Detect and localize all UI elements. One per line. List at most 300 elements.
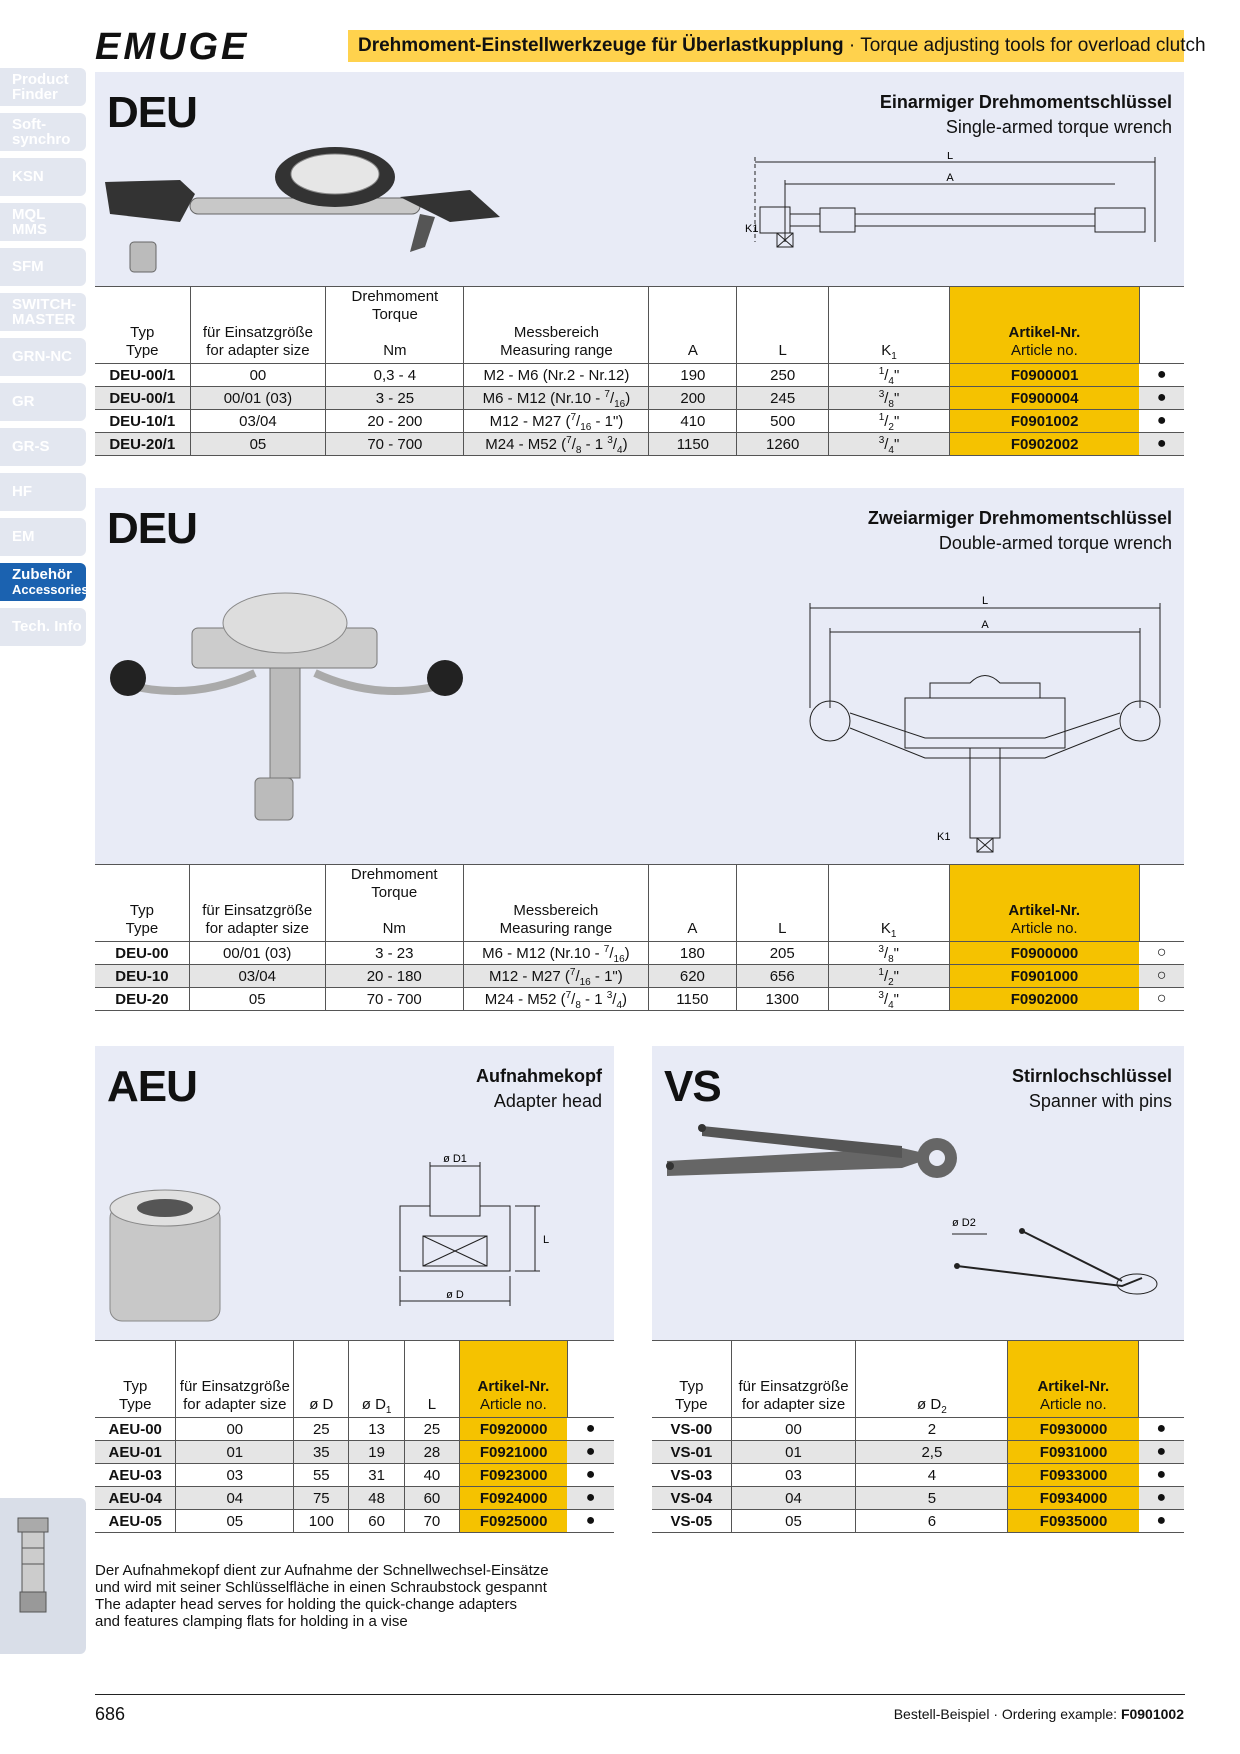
column-header bbox=[325, 865, 463, 942]
sidebar-item-label: Soft- bbox=[12, 116, 47, 133]
header-label: Nm bbox=[383, 342, 407, 359]
sidebar-item-label: GR-S bbox=[12, 438, 50, 455]
column-header bbox=[189, 865, 325, 942]
deu-single-table bbox=[95, 286, 1184, 456]
table-row bbox=[95, 1441, 614, 1464]
sidebar-item-hf[interactable] bbox=[0, 473, 86, 511]
cell-size: 00 bbox=[190, 364, 326, 387]
table-row bbox=[95, 988, 1184, 1011]
cell-k1: $^1/_4$" bbox=[829, 364, 950, 387]
aeu-desc-en: Adapter head bbox=[493, 1091, 602, 1111]
cell-size: 03/04 bbox=[190, 410, 326, 433]
header-label: Artikel-Nr. bbox=[1008, 902, 1081, 919]
column-header bbox=[648, 865, 736, 942]
cell-art: F0920000 bbox=[460, 1418, 568, 1441]
header-label: for adapter size bbox=[205, 920, 309, 937]
column-header bbox=[404, 1341, 459, 1418]
deu-double-desc bbox=[868, 506, 1172, 556]
vs-title: VS bbox=[664, 1062, 721, 1111]
header-label: for adapter size bbox=[183, 1396, 287, 1413]
vs-desc-en: Spanner with pins bbox=[1028, 1091, 1172, 1111]
table-row bbox=[652, 1487, 1184, 1510]
sidebar-item-label: GR bbox=[12, 393, 35, 410]
cell-l: 60 bbox=[404, 1487, 459, 1510]
deu-double-drawing bbox=[795, 588, 1175, 860]
cell-d2: 4 bbox=[856, 1464, 1008, 1487]
cell-l: 245 bbox=[737, 387, 829, 410]
cell-nm: 3 - 25 bbox=[326, 387, 464, 410]
cell-typ: VS-01 bbox=[652, 1441, 731, 1464]
dim2-A-label: A bbox=[981, 619, 989, 631]
header-label: Measuring range bbox=[499, 920, 613, 937]
column-header bbox=[460, 1341, 568, 1418]
column-header bbox=[567, 1341, 614, 1418]
header-label: Artikel-Nr. bbox=[477, 1378, 550, 1395]
deu-double-table bbox=[95, 864, 1184, 1011]
cell-art: F0901000 bbox=[949, 965, 1139, 988]
header-label: Type bbox=[118, 1396, 152, 1413]
cell-l: 70 bbox=[404, 1510, 459, 1533]
column-header bbox=[190, 287, 326, 364]
cell-typ: VS-00 bbox=[652, 1418, 731, 1441]
table-row bbox=[95, 965, 1184, 988]
cell-l: 25 bbox=[404, 1418, 459, 1441]
footer-divider bbox=[95, 1694, 1185, 1695]
vs-desc-de: Stirnlochschlüssel bbox=[1011, 1066, 1172, 1086]
header-label: Article no. bbox=[1011, 342, 1078, 359]
aeu-desc-de: Aufnahmekopf bbox=[476, 1066, 602, 1086]
sidebar-item-sublabel: MMS bbox=[12, 221, 47, 238]
cell-art: F0934000 bbox=[1008, 1487, 1139, 1510]
cell-mark: ● bbox=[567, 1487, 614, 1510]
cell-d1: 31 bbox=[349, 1464, 404, 1487]
cell-a: 190 bbox=[649, 364, 737, 387]
column-header bbox=[1139, 865, 1184, 942]
sidebar-item-switch[interactable] bbox=[0, 293, 86, 331]
column-header: $K_1$ bbox=[829, 287, 950, 364]
header-label: Article no. bbox=[1010, 920, 1078, 937]
vs-dim-D2: ø D2 bbox=[952, 1217, 976, 1229]
cell-mark: ○ bbox=[1139, 965, 1184, 988]
table-row bbox=[95, 387, 1184, 410]
aeu-dim-D: ø D bbox=[446, 1289, 464, 1301]
cell-typ: DEU-20 bbox=[95, 988, 189, 1011]
header-label: ø D bbox=[917, 1396, 942, 1413]
cell-d2: 2,5 bbox=[856, 1441, 1008, 1464]
header-label: für Einsatzgröße bbox=[738, 1378, 849, 1395]
cell-mark: ● bbox=[1139, 364, 1184, 387]
header-label: Type bbox=[125, 920, 159, 937]
dim-K1-label: K1 bbox=[745, 223, 759, 235]
cell-typ: VS-03 bbox=[652, 1464, 731, 1487]
header-label: A bbox=[687, 920, 698, 937]
note-line-de-1: Der Aufnahmekopf dient zur Aufnahme der Schnellwechsel-Einsätze bbox=[95, 1562, 549, 1579]
column-header bbox=[463, 865, 648, 942]
cell-k1: $^1/_2$" bbox=[828, 965, 949, 988]
note-line-de-2: und wird mit seiner Schlüsselfläche in einen Schraubstock gespannt bbox=[95, 1579, 547, 1596]
cell-size: 00 bbox=[176, 1418, 294, 1441]
cell-art: F0900004 bbox=[949, 387, 1139, 410]
sidebar-item-label: EM bbox=[12, 528, 35, 545]
cell-k1: $^3/_8$" bbox=[828, 942, 949, 965]
cell-mark: ● bbox=[1139, 1441, 1184, 1464]
header-label: Drehmoment bbox=[351, 288, 439, 305]
cell-typ: AEU-03 bbox=[95, 1464, 176, 1487]
header-label: for adapter size bbox=[206, 342, 310, 359]
cell-d: 100 bbox=[294, 1510, 349, 1533]
cell-k1: $^3/_4$" bbox=[828, 988, 949, 1011]
cell-range: M24 - M52 ($^7/_8 - 1$ $^3/_4$) bbox=[464, 433, 649, 456]
cell-a: 1150 bbox=[649, 433, 737, 456]
sidebar-item-label: SWITCH- bbox=[12, 296, 77, 313]
cell-mark: ● bbox=[567, 1464, 614, 1487]
cell-size: 00/01 (03) bbox=[189, 942, 325, 965]
sidebar-item-soft[interactable] bbox=[0, 113, 86, 151]
cell-l: 205 bbox=[736, 942, 828, 965]
cell-mark: ● bbox=[1139, 1510, 1184, 1533]
cell-mark: ● bbox=[567, 1510, 614, 1533]
deu-double-desc-de: Zweiarmiger Drehmomentschlüssel bbox=[867, 508, 1172, 528]
cell-mark: ● bbox=[1139, 410, 1184, 433]
header-label: Type bbox=[126, 342, 159, 359]
table-row bbox=[652, 1464, 1184, 1487]
cell-size: 04 bbox=[176, 1487, 294, 1510]
header-label: for adapter size bbox=[741, 1396, 846, 1413]
cell-size: 05 bbox=[731, 1510, 856, 1533]
note-line-en-1: The adapter head serves for holding the quick-change adapters bbox=[95, 1596, 517, 1613]
header-label: Torque bbox=[371, 884, 418, 901]
vs-table bbox=[652, 1340, 1184, 1533]
cell-art: F0921000 bbox=[460, 1441, 568, 1464]
cell-d: 75 bbox=[294, 1487, 349, 1510]
header-label: Nm bbox=[382, 920, 406, 937]
cell-d2: 2 bbox=[856, 1418, 1008, 1441]
cell-range: M24 - M52 ($^7/_8 - 1$ $^3/_4$) bbox=[463, 988, 648, 1011]
table-row bbox=[95, 1510, 614, 1533]
cell-nm: 70 - 700 bbox=[325, 988, 463, 1011]
cell-k1: $^3/_4$" bbox=[829, 433, 950, 456]
header-label: Typ bbox=[130, 324, 155, 341]
table-row bbox=[652, 1418, 1184, 1441]
cell-range: M2 - M6 (Nr.2 - Nr.12) bbox=[464, 364, 649, 387]
cell-art: F0902000 bbox=[949, 988, 1139, 1011]
deu-double-photo bbox=[100, 578, 480, 858]
column-header bbox=[649, 287, 737, 364]
cell-size: 05 bbox=[190, 433, 326, 456]
header-label: Type bbox=[675, 1396, 708, 1413]
column-header bbox=[737, 287, 829, 364]
header-title-en: Torque adjusting tools for overload clutch bbox=[860, 35, 1206, 56]
cell-size: 05 bbox=[189, 988, 325, 1011]
column-header bbox=[949, 287, 1139, 364]
cell-l: 250 bbox=[737, 364, 829, 387]
cell-typ: DEU-10/1 bbox=[95, 410, 190, 433]
cell-typ: AEU-01 bbox=[95, 1441, 176, 1464]
cell-k1: $^3/_8$" bbox=[829, 387, 950, 410]
table-row bbox=[95, 942, 1184, 965]
ordering-example bbox=[894, 1706, 1184, 1722]
header-label: Messbereich bbox=[513, 324, 599, 341]
cell-d: 55 bbox=[294, 1464, 349, 1487]
cell-l: 1260 bbox=[737, 433, 829, 456]
dim-A-label: A bbox=[946, 172, 954, 184]
cell-art: F0925000 bbox=[460, 1510, 568, 1533]
sidebar-item-em[interactable] bbox=[0, 518, 86, 556]
header-label: Typ bbox=[679, 1378, 704, 1395]
header-label: ø D bbox=[361, 1396, 386, 1413]
column-header bbox=[652, 1341, 731, 1418]
deu-double-title: DEU bbox=[107, 504, 197, 553]
cell-typ: VS-05 bbox=[652, 1510, 731, 1533]
cell-typ: DEU-00/1 bbox=[95, 364, 190, 387]
cell-d: 25 bbox=[294, 1418, 349, 1441]
column-header bbox=[1008, 1341, 1139, 1418]
aeu-table bbox=[95, 1340, 614, 1533]
header-label: L bbox=[427, 1396, 437, 1413]
cell-d: 35 bbox=[294, 1441, 349, 1464]
sidebar-item-label: MQL bbox=[12, 206, 46, 223]
aeu-panel bbox=[95, 1046, 614, 1340]
column-header bbox=[176, 1341, 294, 1418]
cell-nm: 20 - 180 bbox=[325, 965, 463, 988]
header-label: L bbox=[778, 920, 787, 937]
column-header: $K_1$ bbox=[828, 865, 949, 942]
header-separator: · bbox=[843, 35, 861, 56]
cell-nm: 0,3 - 4 bbox=[326, 364, 464, 387]
header-label: Measuring range bbox=[500, 342, 613, 359]
sidebar-item-label: Tech. Info bbox=[12, 618, 82, 635]
column-header bbox=[464, 287, 649, 364]
cell-range: M12 - M27 ($^7/_{16}$ - 1") bbox=[464, 410, 649, 433]
aeu-dim-L: L bbox=[543, 1234, 550, 1246]
table-row bbox=[95, 1487, 614, 1510]
header-title-de: Drehmoment-Einstellwerkzeuge für Überlastkupplung bbox=[358, 35, 844, 56]
header-label: K bbox=[880, 920, 891, 937]
deu-single-drawing bbox=[715, 152, 1175, 282]
dim2-L-label: L bbox=[981, 595, 989, 607]
sidebar-item-zubeh-r[interactable] bbox=[0, 563, 89, 601]
cell-a: 620 bbox=[648, 965, 736, 988]
header-label: Article no. bbox=[480, 1396, 547, 1413]
cell-art: F0935000 bbox=[1008, 1510, 1139, 1533]
sidebar-item-sublabel: Finder bbox=[12, 86, 58, 103]
sidebar-item-label: HF bbox=[12, 483, 32, 500]
cell-a: 180 bbox=[648, 942, 736, 965]
header-label: Typ bbox=[123, 1378, 148, 1395]
cell-l: 40 bbox=[404, 1464, 459, 1487]
cell-mark: ● bbox=[1139, 387, 1184, 410]
header-label: für Einsatzgröße bbox=[202, 902, 313, 919]
cell-nm: 70 - 700 bbox=[326, 433, 464, 456]
aeu-photo bbox=[105, 1186, 245, 1336]
header-label: Drehmoment bbox=[350, 866, 438, 883]
header-label: Artikel-Nr. bbox=[1008, 324, 1081, 341]
cell-d1: 48 bbox=[349, 1487, 404, 1510]
cell-l: 500 bbox=[737, 410, 829, 433]
page-header-bar bbox=[348, 30, 1206, 62]
cell-art: F0900000 bbox=[949, 942, 1139, 965]
sidebar-item-label: Product bbox=[12, 71, 69, 88]
dim-L-label: L bbox=[946, 152, 954, 162]
cell-art: F0923000 bbox=[460, 1464, 568, 1487]
cell-size: 01 bbox=[176, 1441, 294, 1464]
sidebar-item-label: Zubehör bbox=[12, 566, 72, 583]
column-header: ø $D_2$ bbox=[856, 1341, 1008, 1418]
dim2-K1-label: K1 bbox=[937, 831, 951, 843]
cell-a: 200 bbox=[649, 387, 737, 410]
header-label: L bbox=[778, 342, 787, 359]
column-header bbox=[1139, 287, 1184, 364]
cell-l: 1300 bbox=[736, 988, 828, 1011]
cell-range: M6 - M12 $(Nr.10 - ^7/_{16})$ bbox=[463, 942, 648, 965]
cell-typ: DEU-00/1 bbox=[95, 387, 190, 410]
deu-double-desc-en: Double-armed torque wrench bbox=[938, 533, 1172, 553]
cell-size: 03 bbox=[176, 1464, 294, 1487]
sidebar-item-product[interactable] bbox=[0, 68, 86, 106]
aeu-title: AEU bbox=[107, 1062, 197, 1111]
deu-single-desc-en: Single-armed torque wrench bbox=[945, 117, 1172, 137]
deu-double-panel bbox=[95, 488, 1184, 864]
sidebar-item-grn-nc[interactable] bbox=[0, 338, 86, 376]
header-label: Messbereich bbox=[513, 902, 599, 919]
deu-single-desc-de: Einarmiger Drehmomentschlüssel bbox=[879, 92, 1172, 112]
sidebar-product-image bbox=[0, 1498, 86, 1654]
sidebar-item-tech-info[interactable] bbox=[0, 608, 86, 646]
cell-range: M6 - M12 $(Nr.10 - ^7/_{16})$ bbox=[464, 387, 649, 410]
cell-mark: ○ bbox=[1139, 988, 1184, 1011]
sidebar-item-label: GRN-NC bbox=[12, 348, 72, 365]
header-label: Artikel-Nr. bbox=[1037, 1378, 1110, 1395]
cell-art: F0930000 bbox=[1008, 1418, 1139, 1441]
cell-mark: ● bbox=[567, 1418, 614, 1441]
column-header bbox=[95, 1341, 176, 1418]
header-label: für Einsatzgröße bbox=[179, 1378, 290, 1395]
cell-size: 05 bbox=[176, 1510, 294, 1533]
column-header: ø $D_1$ bbox=[349, 1341, 404, 1418]
cell-nm: 20 - 200 bbox=[326, 410, 464, 433]
cell-typ: VS-04 bbox=[652, 1487, 731, 1510]
cell-mark: ○ bbox=[1139, 942, 1184, 965]
deu-single-desc bbox=[880, 90, 1172, 140]
header-label: Typ bbox=[129, 902, 154, 919]
cell-mark: ● bbox=[1139, 1464, 1184, 1487]
cell-l: 656 bbox=[736, 965, 828, 988]
deu-single-panel bbox=[95, 72, 1184, 286]
ordering-value: F0901002 bbox=[1120, 1706, 1184, 1722]
sidebar-item-sublabel: Accessories bbox=[12, 582, 89, 597]
cell-art: F0933000 bbox=[1008, 1464, 1139, 1487]
table-row bbox=[95, 410, 1184, 433]
sidebar-item-ksn[interactable] bbox=[0, 158, 86, 196]
cell-l: 28 bbox=[404, 1441, 459, 1464]
page-number: 686 bbox=[95, 1704, 126, 1724]
column-header bbox=[736, 865, 828, 942]
header-label: Torque bbox=[371, 306, 418, 323]
cell-art: F0902002 bbox=[949, 433, 1139, 456]
table-row bbox=[95, 433, 1184, 456]
cell-d1: 19 bbox=[349, 1441, 404, 1464]
cell-typ: DEU-00 bbox=[95, 942, 189, 965]
sidebar-item-mql[interactable] bbox=[0, 203, 86, 241]
cell-typ: DEU-20/1 bbox=[95, 433, 190, 456]
column-header bbox=[731, 1341, 856, 1418]
sidebar-item-sublabel: MASTER bbox=[12, 311, 76, 328]
sidebar-item-label: KSN bbox=[12, 168, 44, 185]
cell-d2: 5 bbox=[856, 1487, 1008, 1510]
header-label: A bbox=[687, 342, 698, 359]
cell-range: M12 - M27 ($^7/_{16}$ - 1") bbox=[463, 965, 648, 988]
cell-size: 01 bbox=[731, 1441, 856, 1464]
header-label: Article no. bbox=[1039, 1396, 1107, 1413]
cell-typ: AEU-00 bbox=[95, 1418, 176, 1441]
column-header bbox=[1139, 1341, 1184, 1418]
cell-typ: AEU-04 bbox=[95, 1487, 176, 1510]
aeu-note bbox=[95, 1562, 549, 1630]
table-row bbox=[95, 1464, 614, 1487]
column-header bbox=[326, 287, 464, 364]
cell-d1: 60 bbox=[349, 1510, 404, 1533]
note-line-en-2: and features clamping flats for holding in a vise bbox=[95, 1613, 408, 1630]
cell-art: F0900001 bbox=[949, 364, 1139, 387]
cell-mark: ● bbox=[1139, 1487, 1184, 1510]
cell-mark: ● bbox=[567, 1441, 614, 1464]
brand-text: EMUGE bbox=[95, 30, 250, 62]
header-label: für Einsatzgröße bbox=[202, 324, 313, 341]
table-row bbox=[652, 1441, 1184, 1464]
column-header bbox=[95, 865, 189, 942]
sidebar-item-label: SFM bbox=[12, 258, 44, 275]
aeu-desc bbox=[476, 1064, 602, 1114]
sidebar-item-gr-s[interactable] bbox=[0, 428, 86, 466]
cell-a: 1150 bbox=[648, 988, 736, 1011]
sidebar-item-gr[interactable] bbox=[0, 383, 86, 421]
aeu-dim-D1: ø D1 bbox=[443, 1153, 467, 1165]
emuge-logo bbox=[95, 30, 335, 62]
cell-nm: 3 - 23 bbox=[325, 942, 463, 965]
vs-panel bbox=[652, 1046, 1184, 1340]
header-label: K bbox=[881, 342, 892, 359]
column-header bbox=[95, 287, 190, 364]
cell-size: 04 bbox=[731, 1487, 856, 1510]
cell-k1: $^1/_2$" bbox=[829, 410, 950, 433]
column-header bbox=[294, 1341, 349, 1418]
cell-art: F0901002 bbox=[949, 410, 1139, 433]
ordering-label: Bestell-Beispiel · Ordering example: bbox=[893, 1706, 1121, 1722]
sidebar-item-sublabel: synchro bbox=[12, 131, 71, 148]
sidebar-item-sfm[interactable] bbox=[0, 248, 86, 286]
deu-single-photo bbox=[100, 122, 540, 282]
table-row bbox=[652, 1510, 1184, 1533]
cell-a: 410 bbox=[649, 410, 737, 433]
cell-size: 00 bbox=[731, 1418, 856, 1441]
cell-art: F0931000 bbox=[1008, 1441, 1139, 1464]
cell-d2: 6 bbox=[856, 1510, 1008, 1533]
deu-single-title: DEU bbox=[107, 88, 197, 137]
cell-mark: ● bbox=[1139, 433, 1184, 456]
vs-photo bbox=[662, 1116, 982, 1196]
cell-mark: ● bbox=[1139, 1418, 1184, 1441]
column-header bbox=[949, 865, 1139, 942]
aeu-drawing bbox=[385, 1146, 605, 1336]
vs-drawing bbox=[942, 1206, 1182, 1336]
cell-size: 03/04 bbox=[189, 965, 325, 988]
cell-art: F0924000 bbox=[460, 1487, 568, 1510]
table-row bbox=[95, 364, 1184, 387]
cell-size: 00/01 (03) bbox=[190, 387, 326, 410]
vs-desc bbox=[1012, 1064, 1172, 1114]
cell-typ: AEU-05 bbox=[95, 1510, 176, 1533]
cell-d1: 13 bbox=[349, 1418, 404, 1441]
